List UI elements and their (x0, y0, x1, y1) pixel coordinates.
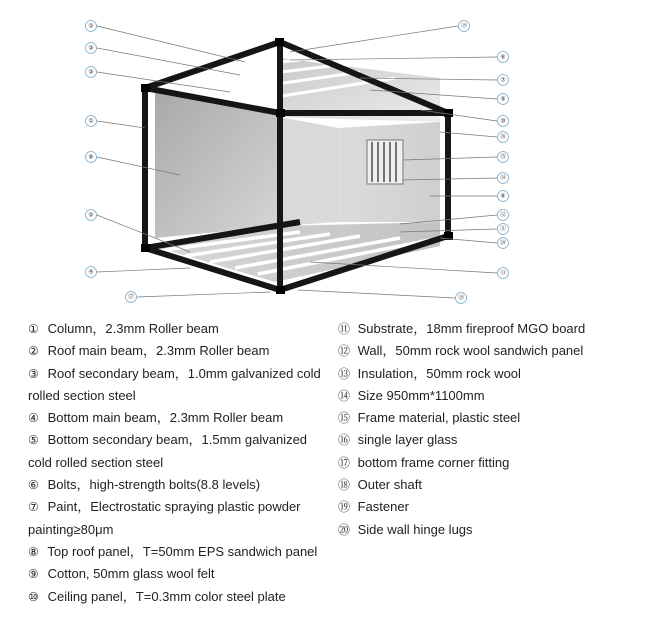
legend-number: ⑦ (28, 500, 39, 515)
callout-17 (126, 292, 137, 303)
legend-item (338, 407, 658, 429)
svg-text:⑦: ⑦ (500, 76, 506, 84)
callout-11 (498, 224, 509, 235)
svg-text:⑱: ⑱ (457, 294, 465, 302)
legend-number: ⑫ (338, 344, 351, 359)
legend-text: Bottom main beam，2.3mm Roller beam (47, 410, 284, 426)
svg-text:⑨: ⑨ (500, 95, 506, 103)
callout-4 (86, 267, 97, 278)
svg-text:⑰: ⑰ (127, 293, 135, 301)
svg-text:⑯: ⑯ (499, 133, 507, 141)
legend-text: bottom frame corner fitting (357, 454, 510, 470)
legend-number: ③ (28, 366, 39, 381)
legend-number: ④ (28, 411, 39, 426)
legend-item (338, 429, 658, 451)
legend-text: Column，2.3mm Roller beam (47, 321, 219, 336)
legend-text: Roof main beam，2.3mm Roller beam (47, 343, 270, 359)
legend-number: ⑲ (338, 500, 351, 515)
legend-number: ⑳ (338, 522, 351, 537)
svg-text:⑩: ⑩ (500, 117, 506, 125)
callout-3 (86, 43, 97, 54)
legend-number: ⑰ (338, 455, 351, 470)
callout-8 (86, 152, 97, 163)
callout-14 (498, 173, 509, 184)
svg-text:⑬: ⑬ (499, 269, 507, 277)
legend-right-column (338, 318, 658, 541)
legend-item (338, 363, 658, 385)
legend-text: Roof secondary beam，1.0mm galvanized cold rolled section steel (28, 365, 321, 403)
svg-text:⑮: ⑮ (499, 153, 507, 161)
legend-number: ⑯ (338, 433, 351, 448)
legend-item (338, 340, 658, 362)
svg-text:④: ④ (88, 268, 94, 276)
svg-text:⑫: ⑫ (499, 211, 507, 219)
svg-text:⑭: ⑭ (499, 174, 507, 182)
callout-20 (498, 238, 509, 249)
callout-12 (498, 210, 509, 221)
legend-text: Insulation，50mm rock wool (357, 365, 521, 381)
legend-item (28, 318, 328, 340)
legend-text: Frame material, plastic steel (357, 410, 521, 426)
legend-item (28, 407, 328, 429)
legend-number: ⑭ (338, 388, 351, 403)
legend-text: Wall，50mm rock wool sandwich panel (357, 343, 584, 359)
left-wall-panel (155, 93, 280, 238)
legend-item (338, 452, 658, 474)
legend-item (338, 385, 658, 407)
svg-text:③: ③ (88, 44, 94, 52)
callout-19 (459, 21, 470, 32)
legend-text: Ceiling panel，T=0.3mm color steel plate (47, 588, 286, 604)
legend-text: Bolts，high-strength bolts(8.8 levels) (47, 477, 261, 493)
callout-18 (456, 293, 467, 304)
svg-text:②: ② (88, 22, 94, 30)
callout-6 (498, 52, 509, 63)
legend-item (338, 519, 658, 541)
legend-item (28, 563, 328, 585)
callout-3 (86, 67, 97, 78)
legend-item (28, 363, 328, 408)
callout-10 (498, 116, 509, 127)
legend-item (338, 318, 658, 340)
callout-16 (498, 132, 509, 143)
legend-number: ⑥ (28, 478, 39, 493)
callout-1 (86, 116, 97, 127)
legend-item (28, 429, 328, 474)
legend-item (338, 474, 658, 496)
callout-8 (498, 191, 509, 202)
legend-number: ⑧ (28, 544, 39, 559)
legend-item (28, 474, 328, 496)
callout-13 (498, 268, 509, 279)
legend-text: Fastener (357, 499, 409, 515)
svg-text:⑧: ⑧ (88, 153, 94, 161)
legend-number: ⑱ (338, 478, 351, 493)
svg-text:⑤: ⑤ (88, 211, 94, 219)
legend-item (28, 496, 328, 541)
legend-text: Side wall hinge lugs (357, 521, 473, 537)
legend-text: Cotton, 50mm glass wool felt (47, 566, 215, 582)
callout-9 (498, 94, 509, 105)
legend-item (338, 496, 658, 518)
callout-2 (86, 21, 97, 32)
svg-text:⑧: ⑧ (500, 192, 506, 200)
window (367, 140, 403, 184)
legend-text: Paint，Electrostatic spraying plastic powder painting≥80μm (28, 499, 301, 537)
container-house-diagram (0, 0, 671, 310)
legend-text: Size 950mm*1100mm (357, 387, 485, 403)
svg-text:⑲: ⑲ (460, 22, 468, 30)
legend-text: Substrate，18mm fireproof MGO board (357, 321, 586, 336)
legend-number: ② (28, 344, 39, 359)
svg-text:⑳: ⑳ (499, 239, 507, 247)
legend-item (28, 541, 328, 563)
callout-7 (498, 75, 509, 86)
legend-number: ① (28, 322, 39, 336)
svg-text:⑥: ⑥ (500, 53, 506, 61)
legend-text: Outer shaft (357, 477, 422, 493)
legend-text: single layer glass (357, 432, 458, 448)
side-wall (280, 117, 338, 226)
legend-text: Top roof panel，T=50mm EPS sandwich panel (47, 543, 318, 559)
callout-5 (86, 210, 97, 221)
legend-number: ⑪ (338, 322, 351, 336)
legend-number: ⑨ (28, 567, 39, 582)
legend-number: ⑤ (28, 433, 39, 448)
callout-15 (498, 152, 509, 163)
legend-item (28, 586, 328, 608)
legend-number: ⑬ (338, 366, 351, 381)
svg-text:⑪: ⑪ (499, 225, 507, 233)
legend-left-column (28, 318, 328, 608)
svg-text:③: ③ (88, 68, 94, 76)
legend-number: ⑩ (28, 589, 39, 604)
legend-text: Bottom secondary beam，1.5mm galvanized cold rolled section steel (28, 432, 308, 470)
svg-text:①: ① (88, 117, 94, 125)
legend-number: ⑮ (338, 411, 351, 426)
legend-item (28, 340, 328, 362)
